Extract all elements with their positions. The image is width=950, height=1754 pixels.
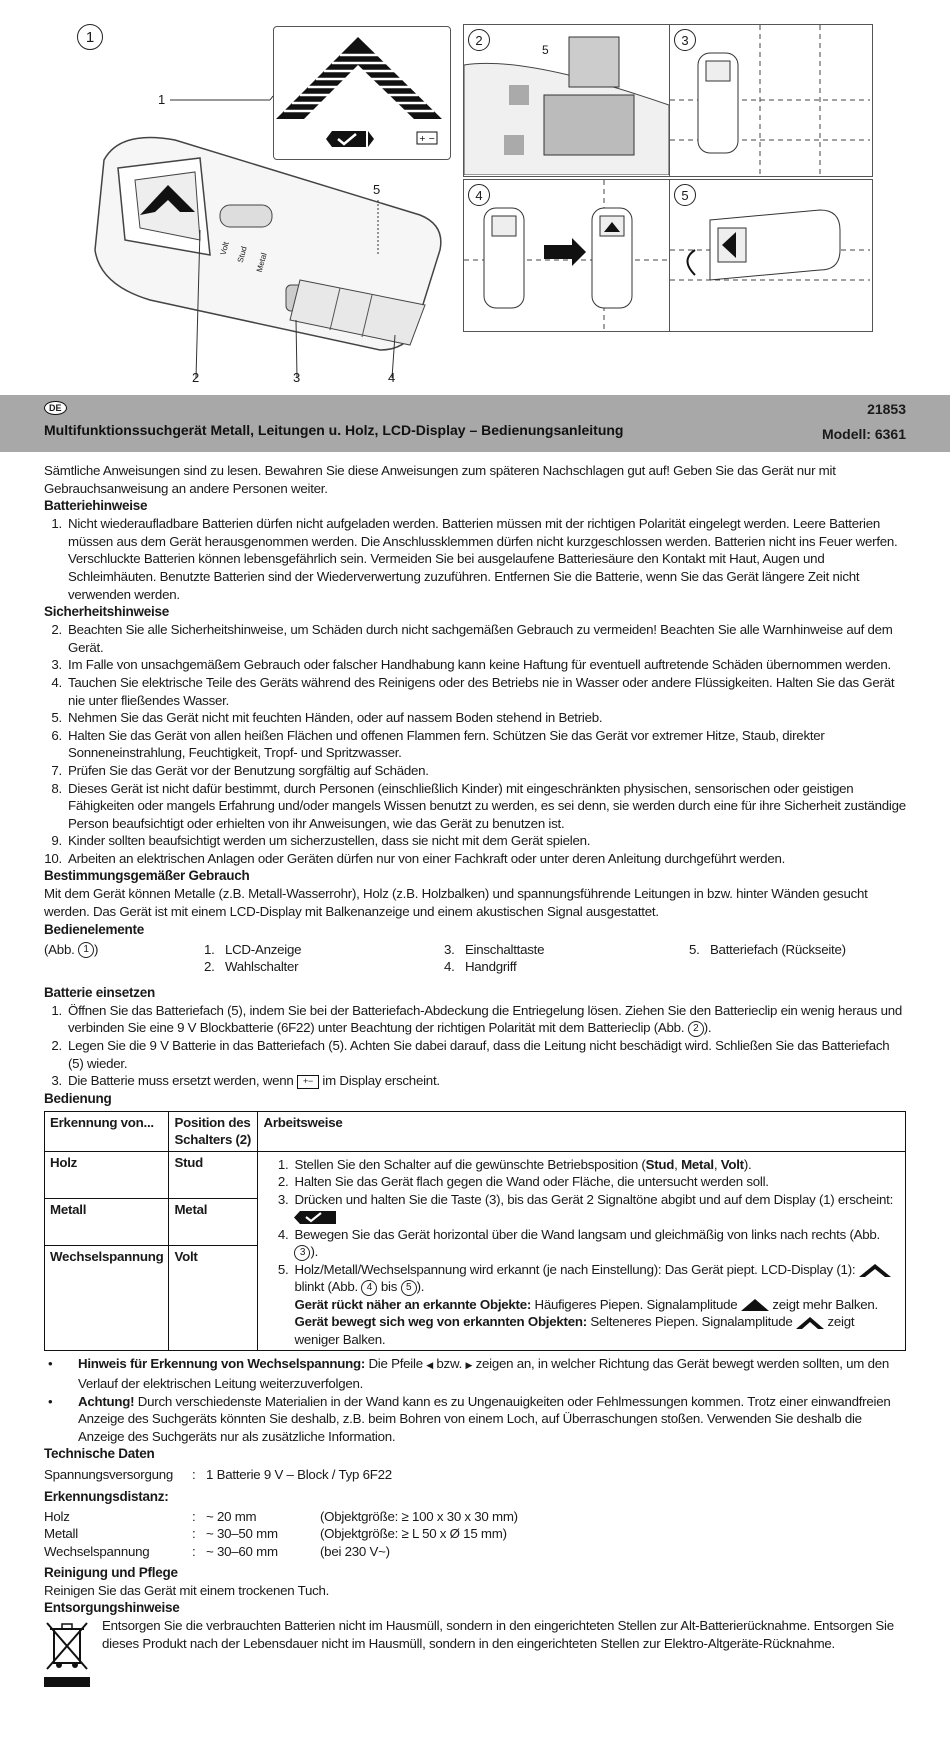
manual-body	[44, 462, 906, 1689]
list-item: 1. Öffnen Sie das Batteriefach (5), indem Sie bei der Batteriefach-Abdeckung die Entriegelung lösen. Ziehen Sie den Batterieclip ein wenig heraus und verbinden Sie eine 9 V Blockbatterie (6F22) unter Beachtung der richtigen Polarität mit dem Batterieclip (Abb. 2 ).	[51, 1002, 902, 1036]
callout-3: 3	[293, 370, 301, 385]
switch-label-metal: Metal	[254, 251, 269, 274]
list-item: 1. Nicht wiederaufladbare Batterien dürfen nicht aufgeladen werden. Batterien müssen mit der richtigen Polarität eingelegt werden. Leere Batterien müssen aus dem Gerät herausgenommen werden. Die Anschlussklemmen dürfen nicht kurzgeschlossen werden. Batterien nicht ins Feuer werfen. Verschluckte Batterien können lebensgefährlich sein. Vermeiden Sie bei ausgelaufene Batteriesäure den Kontakt mit Haut, Augen und Schleimhäuten. Benutzte Batterien sind der Wiederverwertung zuzuführen. Entfernen Sie die Batterie, wenn Sie das Gerät längere Zeit nicht verwenden werden.	[51, 516, 898, 602]
list-item: 2. Legen Sie die 9 V Batterie in das Batteriefach (5). Achten Sie dabei darauf, dass die Leitung nicht beschädigt wird. Schließen Sie das Batteriefach (5) wieder.	[51, 1038, 890, 1071]
detect-cell: Holz	[45, 1151, 169, 1198]
title-banner	[0, 395, 950, 452]
callout-1: 1	[158, 92, 166, 107]
position-cell: Metal	[169, 1199, 258, 1246]
figures-area	[0, 0, 950, 390]
part-item: 1. LCD-Anzeige	[204, 941, 302, 957]
detect-cell: Metall	[45, 1199, 169, 1246]
list-item: 5. Holz/Metall/Wechselspannung wird erkannt (je nach Einstellung): Das Gerät piept. LCD-Display (1): blinkt (Abb. 4 bis 5 ). Gerät rückt näher an erkannte Objekte: Häufigeres Piepen. Signalamplitude zeigt mehr Balken. Gerät bewegt sich weg von erkannten Objekten: Selteneres Piepen. Signalamplitude zeigt weniger Balken.	[270, 1261, 897, 1349]
list-item: 9. Kinder sollten beaufsichtigt werden um sicherzustellen, dass sie nicht mit dem Gerät spielen.	[51, 833, 591, 849]
list-item: 4. Tauchen Sie elektrische Teile des Geräts während des Reinigens oder des Betriebs nie in Wasser oder andere Flüssigkeiten. Halten Sie das Gerät nie unter fließendes Wasser.	[51, 674, 895, 708]
list-item: 6. Halten Sie das Gerät von allen heißen Flächen und offenen Flammen fern. Schützen Sie das Gerät vor extremer Hitze, Staub, direkter Sonneneinstrahlung, Feuchtigkeit, Tropf- und Spritzwasser.	[51, 727, 825, 761]
svg-text:+ −: + −	[419, 134, 435, 143]
safety-list	[44, 621, 906, 867]
ready-check-icon	[294, 1211, 336, 1224]
list-item: 7. Prüfen Sie das Gerät vor der Benutzung sorgfältig auf Schäden.	[51, 762, 429, 778]
list-item: 8. Dieses Gerät ist nicht dafür bestimmt, durch Personen (einschließlich Kinder) mit eingeschränkten physischen, sensorischen oder geistigen Fähigkeiten oder mangels Erfahrung und/oder mangels Wissen benutzt zu werden, es sei denn, sie werden durch eine für ihre Sicherheit zuständige Person beaufsichtigt oder erhielten von ihr Anweisungen, wie das Gerät zu benutzen ist.	[51, 780, 906, 831]
method-cell	[258, 1151, 906, 1351]
left-arrow-icon: ◀	[426, 1360, 433, 1371]
position-cell: Stud	[169, 1151, 258, 1198]
article-number: 21853	[867, 401, 906, 417]
power-spec-row: Spannungsversorgung : 1 Batterie 9 V – Block / Typ 6F22	[44, 1467, 392, 1483]
col-header-method: Arbeitsweise	[258, 1111, 906, 1151]
operation-table	[44, 1111, 906, 1352]
callout-4: 4	[388, 370, 396, 385]
model-number: Modell: 6361	[821, 426, 906, 442]
detector-device-drawing	[0, 0, 470, 390]
figure-4-panel	[463, 179, 670, 332]
signal-fewer-bars-icon	[796, 1317, 824, 1329]
table-header-row	[45, 1111, 906, 1151]
list-item: 3. Die Batterie muss ersetzt werden, wenn +− im Display erscheint.	[51, 1073, 440, 1089]
operation-heading: Bedienung	[44, 1090, 112, 1106]
list-item: 3. Drücken und halten Sie die Taste (3), bis das Gerät 2 Signaltöne abgibt und auf dem Display (1) erscheint:	[270, 1191, 897, 1226]
distance-heading: Erkennungsdistanz:	[44, 1488, 169, 1504]
list-item: 1. Stellen Sie den Schalter auf die gewünschte Betriebsposition (Stud, Metal, Volt).	[277, 1156, 752, 1172]
intro-text: Sämtliche Anweisungen sind zu lesen. Bewahren Sie diese Anweisungen zum späteren Nachschlagen gut auf! Geben Sie das Gerät nur mit Gebrauchsanweisung an andere Personen weiter.	[44, 463, 836, 496]
table-row	[45, 1151, 906, 1198]
disposal-heading: Entsorgungshinweise	[44, 1600, 180, 1616]
position-cell: Volt	[169, 1246, 258, 1351]
battery-insert-heading: Batterie einsetzen	[44, 984, 156, 1000]
language-badge: DE	[44, 401, 67, 415]
battery-insert-list	[44, 1002, 906, 1090]
disposal-text: Entsorgen Sie die verbrauchten Batterien nicht im Hausmüll, sondern in den eingerichteten Stellen zur Alt-Batterierücknahme. Entsorgen Sie dieses Produkt nach der Lebensdauer nicht im Hausmüll, sondern in den eingerichteten Stellen zur Elektro-Altgeräte-Rücknahme.	[102, 1618, 894, 1651]
distance-table: Holz : ~ 20 mm (Objektgröße: ≥ 100 x 30 x 30 mm) Metall : ~ 30–50 mm (Objektgröße: ≥ L 50 x Ø 15 mm) Wechselspannung : ~ 30–60 mm (bei 230 V~)	[44, 1508, 518, 1560]
figure-5-panel	[669, 179, 873, 332]
signal-bars-icon	[859, 1264, 891, 1277]
voltage-scan-drawing	[670, 180, 870, 330]
figure-2-number: 2	[468, 29, 490, 51]
list-item: 3. Im Falle von unsachgemäßem Gebrauch oder falscher Handhabung kann keine Haftung für eventuell auftretende Schäden übernommen werden.	[51, 657, 891, 673]
col-header-switch: Position des Schalters (2)	[169, 1111, 258, 1151]
cleaning-heading: Reinigung und Pflege	[44, 1564, 178, 1580]
list-item: • Hinweis für Erkennung von Wechselspannung: Die Pfeile ◀ bzw. ▶ zeigen an, in welcher Richtung das Gerät bewegt werden sollten, um den Verlauf der elektrischen Leitung weiterzuverfolgen.	[48, 1356, 890, 1391]
right-arrow-icon: ▶	[465, 1360, 473, 1371]
weee-bin-icon	[44, 1619, 90, 1691]
col-header-detection: Erkennung von...	[45, 1111, 169, 1151]
detect-cell: Wechselspannung	[45, 1246, 169, 1351]
figure-3-panel	[669, 24, 873, 177]
part-item: 3. Einschalttaste	[444, 941, 545, 957]
figure-reference: (Abb. 1 )	[44, 941, 99, 957]
figure-4-number: 4	[468, 184, 490, 206]
notes-list	[44, 1355, 906, 1445]
list-item: 2. Halten Sie das Gerät flach gegen die Wand oder Fläche, die untersucht werden soll.	[277, 1174, 769, 1190]
wall-scan-drawing	[670, 25, 870, 175]
intended-use-heading: Bestimmungsgemäßer Gebrauch	[44, 868, 250, 884]
move-scan-drawing	[464, 180, 669, 330]
tech-heading: Technische Daten	[44, 1446, 155, 1462]
steps-list	[270, 1156, 897, 1349]
list-item: 2. Beachten Sie alle Sicherheitshinweise, um Schäden durch nicht sachgemäßen Gebrauch zu vermeiden! Beachten Sie alle Warnhinweise auf dem Gerät.	[51, 622, 893, 655]
document-title: Multifunktionssuchgerät Metall, Leitungen u. Holz, LCD-Display – Bedienungsanleitung	[44, 422, 624, 438]
switch-label-stud: Stud	[235, 245, 249, 264]
battery-compartment-drawing	[464, 25, 669, 175]
fig2-callout-5: 5	[542, 43, 549, 57]
safety-heading: Sicherheitshinweise	[44, 604, 170, 620]
part-item: 4. Handgriff	[444, 959, 517, 975]
figure-3-number: 3	[674, 29, 696, 51]
switch-label-volt: Volt	[218, 240, 231, 257]
intended-use-text: Mit dem Gerät können Metalle (z.B. Metall-Wasserrohr), Holz (z.B. Holzbalken) und spannungsführende Leitungen in bzw. hinter Wänden gesucht werden. Das Gerät ist mit einem LCD-Display mit Balkenanzeige und einem akustischen Signal ausgestattet.	[44, 886, 868, 920]
callout-5: 5	[373, 182, 381, 197]
list-item: 5. Nehmen Sie das Gerät nicht mit feuchten Händen, oder auf nassem Boden stehend in Betrieb.	[51, 710, 603, 726]
list-item: • Achtung! Durch verschiedenste Materialien in der Wand kann es zu Ungenauigkeiten oder Fehlmessungen kommen. Trotz einer einwandfreien Anzeige des Suchgeräts könnten Sie deshalb, z.B. beim Bohren von einem Loch, auf Überraschungen stoßen. Verwenden Sie deshalb die Anzeige des Suchgeräts nur als zusätzliche Information.	[48, 1393, 891, 1444]
callout-2: 2	[192, 370, 200, 385]
battery-notes-heading: Batteriehinweise	[44, 498, 148, 514]
figure-5-number: 5	[674, 184, 696, 206]
parts-list	[44, 941, 906, 976]
cleaning-text: Reinigen Sie das Gerät mit einem trockenen Tuch.	[44, 1582, 330, 1598]
figure-1-number: 1	[77, 24, 103, 50]
part-item: 5. Batteriefach (Rückseite)	[689, 941, 846, 957]
figure-2-panel	[463, 24, 670, 177]
signal-more-bars-icon	[741, 1299, 769, 1311]
battery-low-icon: +−	[297, 1075, 319, 1089]
disposal-block	[44, 1617, 906, 1689]
part-item: 2. Wahlschalter	[204, 959, 299, 975]
controls-heading: Bedienelemente	[44, 921, 145, 937]
battery-notes-list	[44, 515, 906, 603]
list-item: 10. Arbeiten an elektrischen Anlagen oder Geräten dürfen nur von einer Fachkraft oder unter deren Anleitung durchgeführt werden.	[44, 850, 786, 866]
list-item: 4. Bewegen Sie das Gerät horizontal über die Wand langsam und gleichmäßig von links nach rechts (Abb. 3 ).	[277, 1226, 881, 1260]
